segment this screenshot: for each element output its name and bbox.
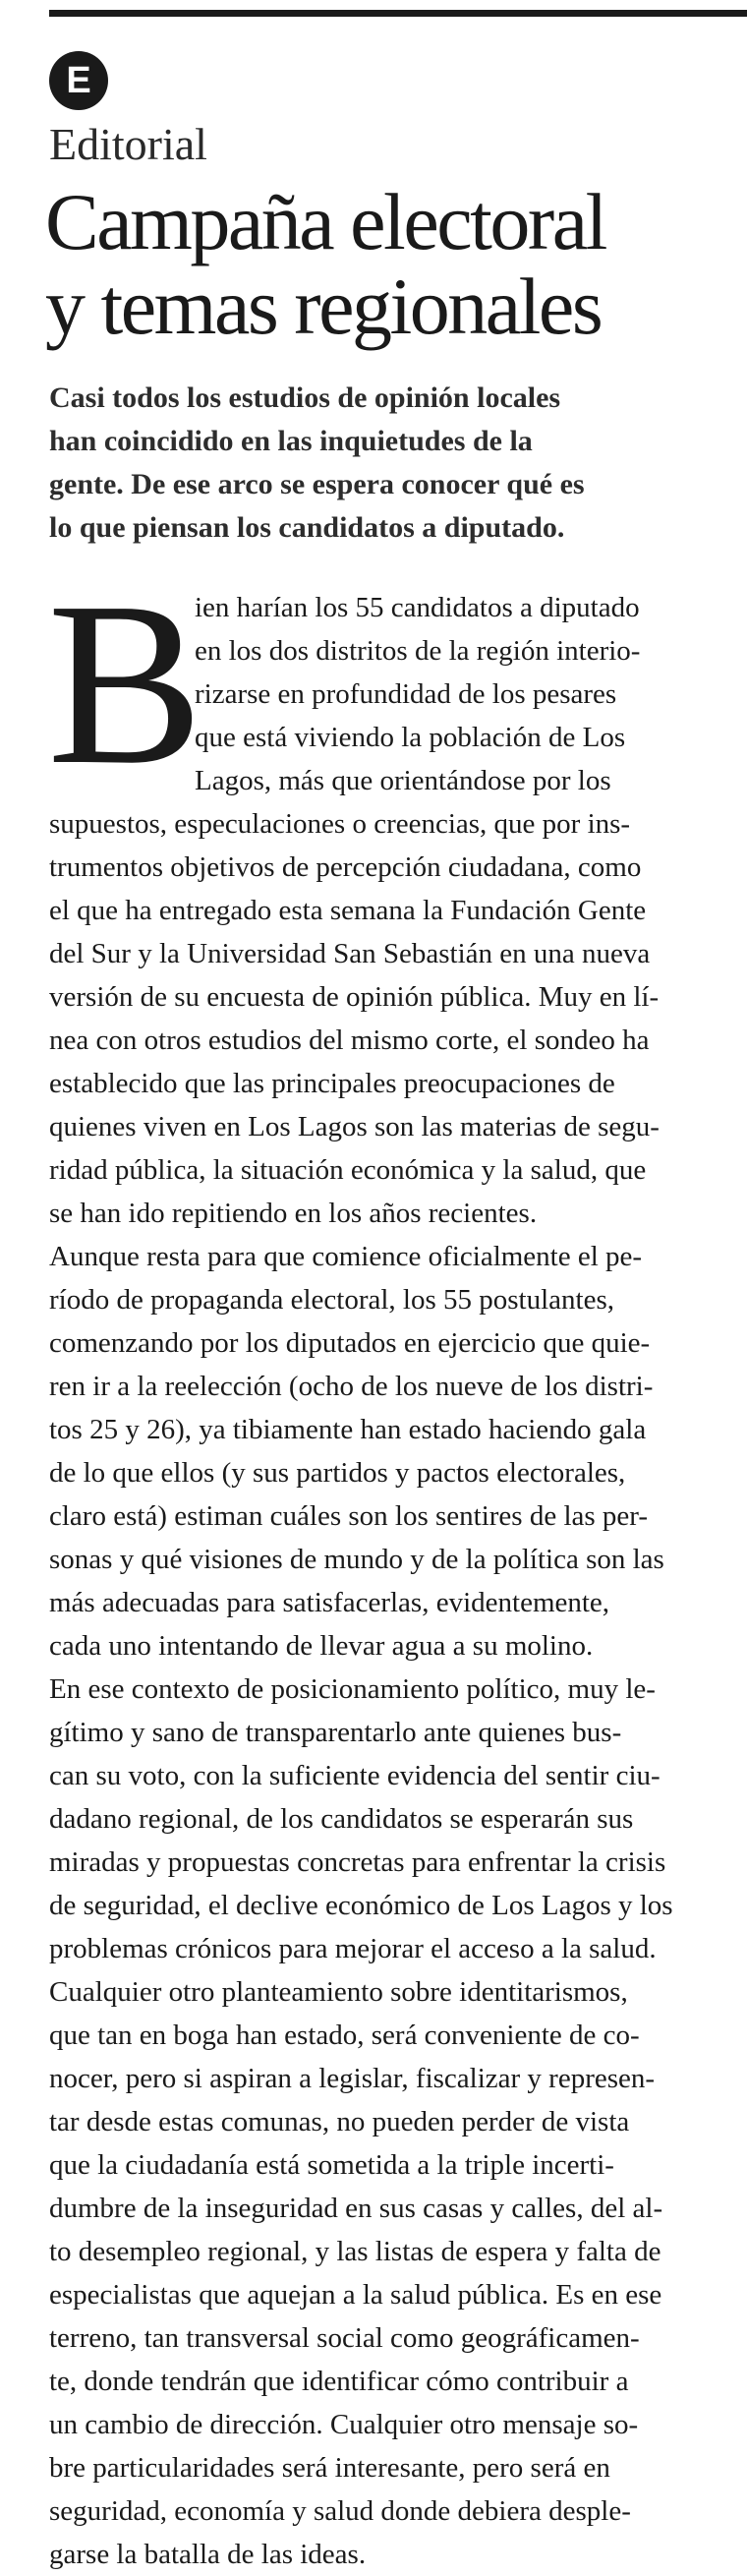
deck [49, 377, 739, 550]
body-line: Lagos, más que orientándose por los [195, 765, 611, 796]
body-line: quienes viven en Los Lagos son las materias de segu- [49, 1111, 660, 1142]
deck-line: gente. De ese arco se espera conocer qué es [49, 468, 585, 500]
body-line: sonas y qué visiones de mundo y de la política son las [49, 1544, 664, 1575]
body-line: del Sur y la Universidad San Sebastián en una nueva [49, 938, 651, 969]
deck-line: Casi todos los estudios de opinión locales [49, 381, 561, 414]
body-line: to desempleo regional, y las listas de espera y falta de [49, 2236, 661, 2267]
body-line: garse la batalla de las ideas. [49, 2539, 367, 2570]
body-line: que tan en boga han estado, será conveniente de co- [49, 2020, 640, 2051]
section-label: Editorial [49, 119, 207, 169]
body-line: tos 25 y 26), ya tibiamente han estado haciendo gala [49, 1414, 647, 1445]
body-line: claro está) estiman cuáles son los sentires de las per- [49, 1500, 649, 1532]
drop-cap: B [47, 555, 203, 813]
body-line: establecido que las principales preocupaciones de [49, 1068, 615, 1099]
body-line: seguridad, economía y salud donde debiera desple- [49, 2495, 631, 2527]
body-line: se han ido repitiendo en los años recientes. [49, 1198, 538, 1229]
body-line: dadano regional, de los candidatos se esperarán sus [49, 1803, 634, 1835]
body-line: miradas y propuestas concretas para enfrentar la crisis [49, 1846, 666, 1878]
headline-line: y temas regionales [45, 262, 602, 351]
body-line: versión de su encuesta de opinión pública. Muy en lí- [49, 981, 660, 1013]
article-body [47, 555, 743, 2576]
editorial-badge-icon: E [49, 51, 108, 110]
body-line: ridad pública, la situación económica y la salud, que [49, 1154, 647, 1186]
body-line: Aunque resta para que comience oficialmente el pe- [49, 1241, 643, 1272]
body-line: de lo que ellos (y sus partidos y pactos electorales, [49, 1457, 626, 1489]
body-line: ien harían los 55 candidatos a diputado [195, 592, 640, 623]
body-line: En ese contexto de posicionamiento político, muy le- [49, 1673, 656, 1705]
body-line: Cualquier otro planteamiento sobre identitarismos, [49, 1976, 628, 2008]
body-line: nocer, pero si aspiran a legislar, fiscalizar y represen- [49, 2063, 656, 2094]
body-line: te, donde tendrán que identificar cómo contribuir a [49, 2366, 629, 2397]
body-line: tar desde estas comunas, no pueden perder de vista [49, 2106, 630, 2137]
body-line: el que ha entregado esta semana la Fundación Gente [49, 895, 647, 926]
deck-line: lo que piensan los candidatos a diputado. [49, 511, 565, 544]
body-line: un cambio de dirección. Cualquier otro mensaje so- [49, 2409, 639, 2440]
body-line: supuestos, especulaciones o creencias, que por ins- [49, 808, 631, 840]
headline [45, 177, 745, 351]
body-line: gítimo y sano de transparentarlo ante quienes bus- [49, 1717, 622, 1748]
body-line: bre particularidades será interesante, pero será en [49, 2452, 610, 2484]
body-line: can su voto, con la suficiente evidencia del sentir ciu- [49, 1760, 661, 1791]
body-line: nea con otros estudios del mismo corte, el sondeo ha [49, 1025, 650, 1056]
body-line: comenzando por los diputados en ejercicio que quie- [49, 1327, 651, 1359]
body-line: ren ir a la reelección (ocho de los nueve de los distri- [49, 1371, 654, 1402]
body-line: que está viviendo la población de Los [195, 722, 626, 753]
body-line: más adecuadas para satisfacerlas, evidentemente, [49, 1587, 610, 1618]
body-line: especialistas que aquejan a la salud pública. Es en ese [49, 2279, 662, 2311]
headline-line: Campaña electoral [45, 177, 605, 266]
body-line: cada uno intentando de llevar agua a su molino. [49, 1630, 594, 1662]
body-line: dumbre de la inseguridad en sus casas y calles, del al- [49, 2193, 663, 2224]
body-line: que la ciudadanía está sometida a la triple incerti- [49, 2149, 614, 2181]
body-line: problemas crónicos para mejorar el acceso a la salud. [49, 1933, 657, 1964]
deck-line: han coincidido en las inquietudes de la [49, 425, 533, 457]
body-line: en los dos distritos de la región interio- [195, 635, 641, 667]
body-line: trumentos objetivos de percepción ciudadana, como [49, 851, 642, 883]
top-rule [49, 10, 747, 17]
body-line: terreno, tan transversal social como geográficamen- [49, 2322, 640, 2354]
body-line: de seguridad, el declive económico de Los Lagos y los [49, 1890, 673, 1921]
body-line: ríodo de propaganda electoral, los 55 postulantes, [49, 1284, 615, 1316]
body-line: rizarse en profundidad de los pesares [195, 678, 617, 710]
